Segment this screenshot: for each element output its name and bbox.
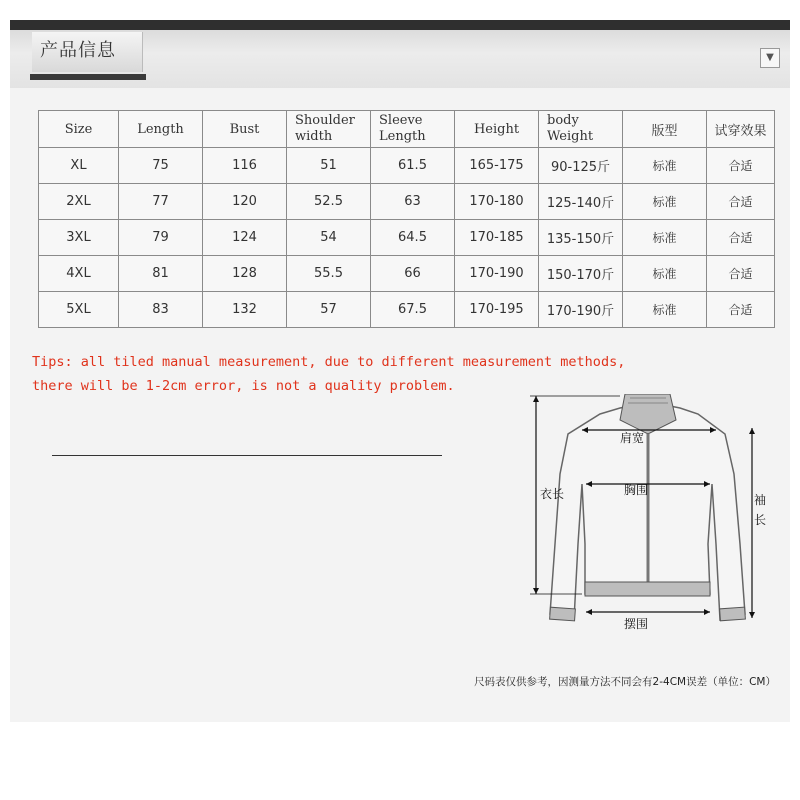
product-info-panel xyxy=(10,88,790,722)
table-cell: 124 xyxy=(203,220,287,256)
table-cell: 57 xyxy=(287,292,371,328)
table-cell: XL xyxy=(39,148,119,184)
table-cell: 标准 xyxy=(623,184,707,220)
table-cell: 标准 xyxy=(623,220,707,256)
size-table xyxy=(38,110,775,328)
table-cell: 52.5 xyxy=(287,184,371,220)
table-row xyxy=(39,292,775,328)
tips-text xyxy=(32,350,712,398)
header-line: Sleeve xyxy=(379,113,423,128)
table-cell: 170-195 xyxy=(455,292,539,328)
jacket-hem xyxy=(585,582,710,596)
header-line: Bust xyxy=(229,121,260,137)
table-cell: 120 xyxy=(203,184,287,220)
table-cell: 79 xyxy=(119,220,203,256)
table-cell: 2XL xyxy=(39,184,119,220)
table-cell: 90-125斤 xyxy=(539,148,623,184)
table-cell: 66 xyxy=(371,256,455,292)
table-cell: 75 xyxy=(119,148,203,184)
table-cell: 63 xyxy=(371,184,455,220)
table-cell: 81 xyxy=(119,256,203,292)
table-cell: 132 xyxy=(203,292,287,328)
table-cell: 150-170斤 xyxy=(539,256,623,292)
table-cell: 51 xyxy=(287,148,371,184)
header-cell xyxy=(39,111,119,148)
table-row xyxy=(39,220,775,256)
chevron-down-icon: ▼ xyxy=(766,52,774,63)
header-cell xyxy=(623,111,707,148)
table-cell: 64.5 xyxy=(371,220,455,256)
header-cell xyxy=(707,111,775,148)
table-cell: 170-185 xyxy=(455,220,539,256)
table-cell: 5XL xyxy=(39,292,119,328)
table-cell: 128 xyxy=(203,256,287,292)
table-cell: 170-180 xyxy=(455,184,539,220)
table-cell: 3XL xyxy=(39,220,119,256)
table-cell: 125-140斤 xyxy=(539,184,623,220)
table-cell: 135-150斤 xyxy=(539,220,623,256)
table-cell: 合适 xyxy=(707,184,775,220)
header-cell xyxy=(287,111,371,148)
table-row xyxy=(39,148,775,184)
shoulder-label: 肩宽 xyxy=(620,431,645,445)
header-line: body xyxy=(547,113,579,128)
table-cell: 83 xyxy=(119,292,203,328)
table-cell: 标准 xyxy=(623,292,707,328)
header-line: Height xyxy=(473,121,520,137)
size-note: 尺码表仅供参考，因测量方法不同会有2-4CM误差（单位：CM） xyxy=(474,676,776,688)
tips-line-1: Tips: all tiled manual measurement, due to different measurement methods, xyxy=(32,354,626,370)
table-cell: 合适 xyxy=(707,256,775,292)
chest-label: 胸围 xyxy=(624,483,649,497)
sleeve-label-2: 长 xyxy=(754,513,767,527)
title-underline xyxy=(30,74,146,80)
table-row xyxy=(39,256,775,292)
sleeve-label-1: 袖 xyxy=(754,493,767,507)
header-cell xyxy=(203,111,287,148)
table-cell: 170-190 xyxy=(455,256,539,292)
header-line: Shoulder xyxy=(295,113,355,128)
table-cell: 61.5 xyxy=(371,148,455,184)
header-line: 试穿效果 xyxy=(714,123,767,139)
header-line: 版型 xyxy=(651,123,678,139)
tips-line-2: there will be 1-2cm error, is not a quality problem. xyxy=(32,378,455,394)
header-cell xyxy=(539,111,623,148)
header-cell xyxy=(455,111,539,148)
table-cell: 合适 xyxy=(707,292,775,328)
hem-label: 摆围 xyxy=(624,617,649,631)
table-cell: 标准 xyxy=(623,256,707,292)
table-cell: 170-190斤 xyxy=(539,292,623,328)
section-header xyxy=(10,30,790,88)
page-title: 产品信息 xyxy=(40,40,116,61)
table-cell: 4XL xyxy=(39,256,119,292)
collapse-toggle-button[interactable] xyxy=(760,48,780,68)
table-cell: 116 xyxy=(203,148,287,184)
header-cell xyxy=(371,111,455,148)
header-line: width xyxy=(295,129,333,144)
table-row xyxy=(39,184,775,220)
table-cell: 77 xyxy=(119,184,203,220)
table-cell: 标准 xyxy=(623,148,707,184)
header-cell xyxy=(119,111,203,148)
table-cell: 合适 xyxy=(707,148,775,184)
jacket-diagram xyxy=(520,394,780,634)
length-label: 衣长 xyxy=(540,487,565,501)
table-cell: 165-175 xyxy=(455,148,539,184)
divider-line xyxy=(52,455,442,456)
title-tab xyxy=(32,32,143,72)
header-line: Weight xyxy=(547,129,594,144)
table-cell: 合适 xyxy=(707,220,775,256)
header-line: Length xyxy=(137,121,184,137)
header-line: Length xyxy=(379,129,426,144)
table-cell: 54 xyxy=(287,220,371,256)
header-line: Size xyxy=(64,121,93,137)
table-cell: 55.5 xyxy=(287,256,371,292)
table-cell: 67.5 xyxy=(371,292,455,328)
